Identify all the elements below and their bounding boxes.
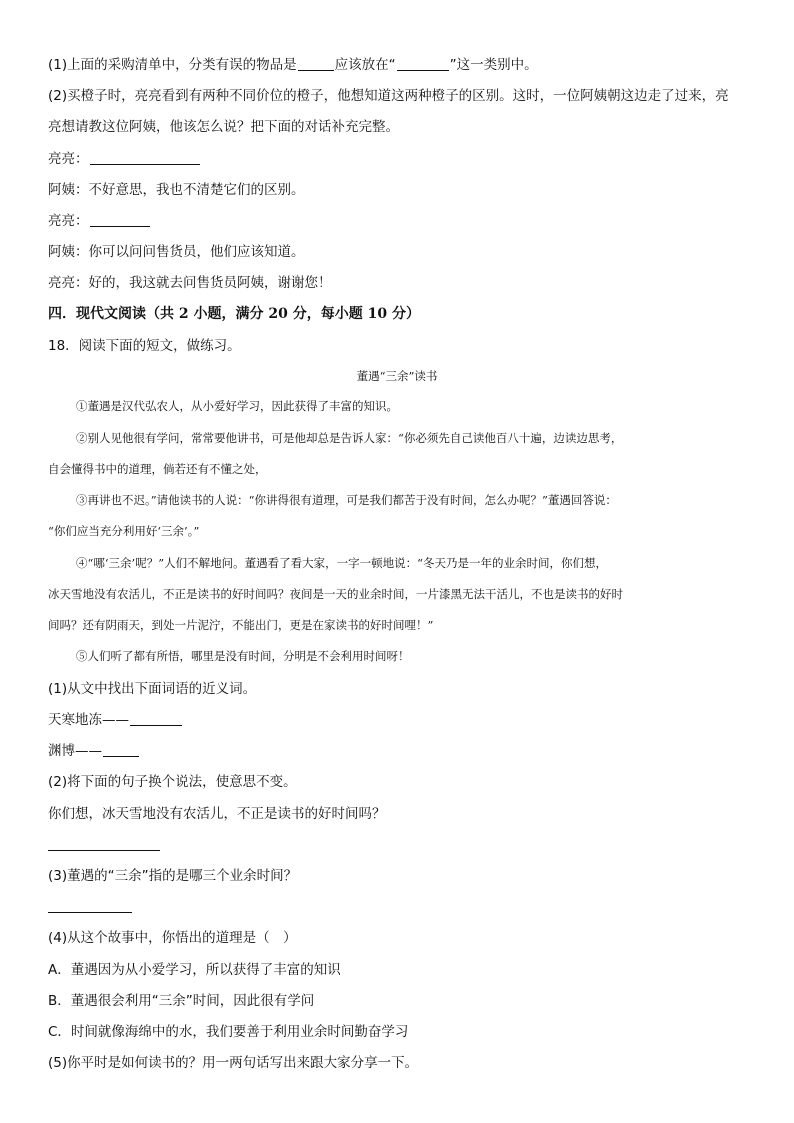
passage-paragraph: 冰天雪地没有农活儿，不正是读书的好时间吗？夜间是一天的业余时间，一片漆黑无法干活儿，不也是读书的好时 bbox=[48, 587, 623, 601]
passage-paragraph: ③再讲也不迟。”请他读书的人说：“你讲得很有道理，可是我们都苦于没有时间，怎么办呢？”董遇回答说： bbox=[76, 493, 617, 507]
q17-part1-post: ”这一类别中。 bbox=[449, 57, 538, 73]
passage-title: 董遇“三余”读书 bbox=[356, 369, 438, 383]
passage-paragraph: ⑤人们听了都有所悟，哪里是没有时间，分明是不会利用时间呀！ bbox=[76, 649, 410, 663]
option-a[interactable]: A．董遇因为从小爱学习，所以获得了丰富的知识 bbox=[48, 962, 341, 978]
answer-blank[interactable] bbox=[397, 56, 449, 71]
q17-part1-pre: (1)上面的采购清单中，分类有误的物品是 bbox=[48, 57, 297, 73]
passage-paragraph: 间吗？还有阴雨天，到处一片泥泞，不能出门，更是在家读书的好时间哩！” bbox=[48, 618, 434, 632]
dialogue-line bbox=[48, 150, 201, 168]
dialogue-speaker: 亮亮： bbox=[48, 151, 89, 167]
option-c[interactable]: C．时间就像海绵中的水，我们要善于利用业余时间勤奋学习 bbox=[48, 1024, 409, 1040]
q18-sub3: (3)董遇的“三余”指的是哪三个业余时间？ bbox=[48, 868, 298, 884]
dialogue-line bbox=[48, 212, 151, 230]
synonym-item bbox=[48, 711, 183, 729]
answer-blank[interactable] bbox=[90, 212, 150, 227]
passage-paragraph: ②别人见他很有学问，常常要他讲书，可是他却总是告诉人家：“你必须先自己读他百八十遍，边读边思考， bbox=[76, 431, 623, 445]
option-b[interactable]: B．董遇很会利用“三余”时间，因此很有学问 bbox=[48, 993, 315, 1009]
dialogue-line: 阿姨：你可以问问售货员，他们应该知道。 bbox=[48, 244, 305, 260]
q18-intro: 18．阅读下面的短文，做练习。 bbox=[48, 338, 241, 354]
q17-part1-mid: 应该放在“ bbox=[334, 57, 396, 73]
q17-part2-line1: (2)买橙子时，亮亮看到有两种不同价位的橙子，他想知道这两种橙子的区别。这时，一位阿姨朝这边走了过来，亮 bbox=[48, 88, 729, 104]
q18-sub4: (4)从这个故事中，你悟出的道理是（ ） bbox=[48, 930, 297, 946]
answer-blank[interactable] bbox=[90, 150, 200, 165]
q18-sub2: (2)将下面的句子换个说法，使意思不变。 bbox=[48, 774, 297, 790]
passage-paragraph: 自会懂得书中的道理，倘若还有不懂之处， bbox=[48, 462, 267, 476]
answer-blank[interactable] bbox=[103, 742, 139, 757]
dialogue-speaker: 亮亮： bbox=[48, 213, 89, 229]
answer-blank[interactable] bbox=[130, 711, 182, 726]
dialogue-line: 阿姨：不好意思，我也不清楚它们的区别。 bbox=[48, 182, 305, 198]
synonym-word: 天寒地冻—— bbox=[48, 712, 129, 728]
passage-paragraph: ④“哪‘三余’呢？”人们不解地问。董遇看了看大家，一字一顿地说：“冬天乃是一年的业余时间，你们想， bbox=[76, 556, 607, 570]
q18-sentence: 你们想，冰天雪地没有农活儿，不正是读书的好时间吗？ bbox=[48, 806, 386, 822]
synonym-item bbox=[48, 742, 140, 760]
synonym-word: 渊博—— bbox=[48, 743, 102, 759]
section-title: 四．现代文阅读（共 2 小题，满分 20 分，每小题 10 分） bbox=[48, 306, 420, 322]
answer-line[interactable] bbox=[48, 911, 132, 913]
dialogue-line: 亮亮：好的，我这就去问售货员阿姨，谢谢您！ bbox=[48, 275, 332, 291]
q17-part2-line2: 亮想请教这位阿姨，他该怎么说？把下面的对话补充完整。 bbox=[48, 119, 399, 135]
passage-paragraph: “你们应当充分利用好‘三余’。” bbox=[48, 524, 200, 538]
q18-sub5: (5)你平时是如何读书的？用一两句话写出来跟大家分享一下。 bbox=[48, 1055, 419, 1071]
q18-sub1: (1)从文中找出下面词语的近义词。 bbox=[48, 681, 257, 697]
passage-paragraph: ①董遇是汉代弘农人，从小爱好学习，因此获得了丰富的知识。 bbox=[76, 399, 398, 413]
q17-part1 bbox=[48, 56, 538, 74]
answer-blank[interactable] bbox=[298, 56, 334, 71]
answer-line[interactable] bbox=[48, 849, 160, 851]
